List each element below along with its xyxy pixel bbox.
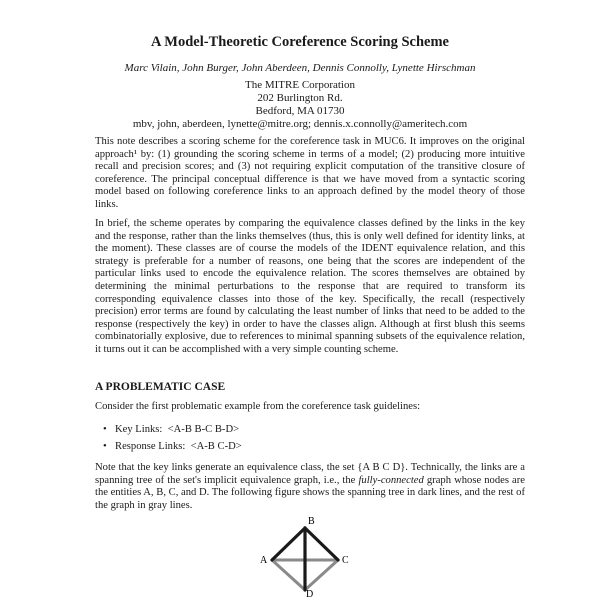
response-links-label: Response Links:	[115, 441, 186, 452]
affiliation-street: 202 Burlington Rd.	[257, 92, 343, 104]
intro-paragraph: This note describes a scoring scheme for the coreference task in MUC6. It improves on the original approach¹ by: (1) grounding the scoring scheme in terms of a model; (2) producing more intuitive recall and precision scores; and (3) not requiring explicit computation of the transitive closure of coreference. The principal conceptual difference is that we have moved from a syntactic scoring model based on following coreference links to an approach defined by the model theory of those links.	[95, 136, 525, 210]
node-a-label: A	[260, 555, 268, 566]
node-d-label: D	[306, 589, 314, 600]
section-heading: A PROBLEMATIC CASE	[95, 381, 226, 393]
author-list: Marc Vilain, John Burger, John Aberdeen, Dennis Connolly, Lynette Hirschman	[124, 62, 476, 74]
edge-b-c	[305, 528, 338, 560]
affiliation-emails: mbv, john, aberdeen, lynette@mitre.org; dennis.x.connolly@ameritech.com	[132, 118, 468, 130]
list-item-key-links	[103, 423, 239, 436]
affiliation-city: Bedford, MA 01730	[255, 105, 345, 117]
affiliation-org: The MITRE Corporation	[245, 79, 355, 91]
node-c-label: C	[342, 555, 349, 566]
brief-paragraph: In brief, the scheme operates by comparing the equivalence classes defined by the links in the key and the response, rather than the links themselves (thus, this is only well defined for identity links, at the moment). These classes are of course the models of the IDENT equivalence relation, and this strategy is preferable for a number of reasons, one being that the scores are independent of the particular links used to encode the equivalence relation. The scores themselves are obtained by determining the minimal perturbations to the response that are required to transform its corresponding equivalence classes into those of the key. Specifically, the recall (respectively precision) error terms are found by calculating the least number of links that need to be added to the response (respectively the key) in order to have the classes align. Although at first blush this seems combinatorially explosive, due to references to minimal spanning subsets of the equivalence relation, it turns out it can be accomplished with a very simple counting scheme.	[95, 218, 525, 355]
paper-title: A Model-Theoretic Coreference Scoring Scheme	[151, 34, 449, 50]
bullet-glyph: •	[103, 441, 107, 452]
response-links-value: <A-B C-D>	[190, 441, 242, 452]
edge-a-d	[272, 560, 305, 590]
key-links-label: Key Links:	[115, 424, 163, 435]
bullet-glyph: •	[103, 424, 107, 435]
edge-c-d	[305, 560, 338, 590]
spanning-tree-paragraph	[95, 462, 525, 512]
edge-a-b	[272, 528, 305, 560]
spanning-tree-text-b: graph whose nodes are the entities A, B, C, and D. The following figure shows the spanning tree in dark lines, and the rest of the graph in gray lines.	[95, 474, 525, 511]
equivalence-graph-figure	[250, 514, 360, 600]
list-item-response-links	[103, 440, 242, 453]
section-intro: Consider the first problematic example from the coreference task guidelines:	[95, 401, 421, 412]
spanning-tree-text-a: Note that the key links generate an equivalence class, the set {A B C D}. Technically, the links are a spanning tree of the set's implicit equivalence graph, i.e., the	[95, 462, 525, 486]
key-links-value: <A-B B-C B-D>	[167, 424, 240, 435]
node-b-label: B	[308, 516, 315, 527]
spanning-tree-text-italic: fully-connected	[358, 474, 424, 486]
